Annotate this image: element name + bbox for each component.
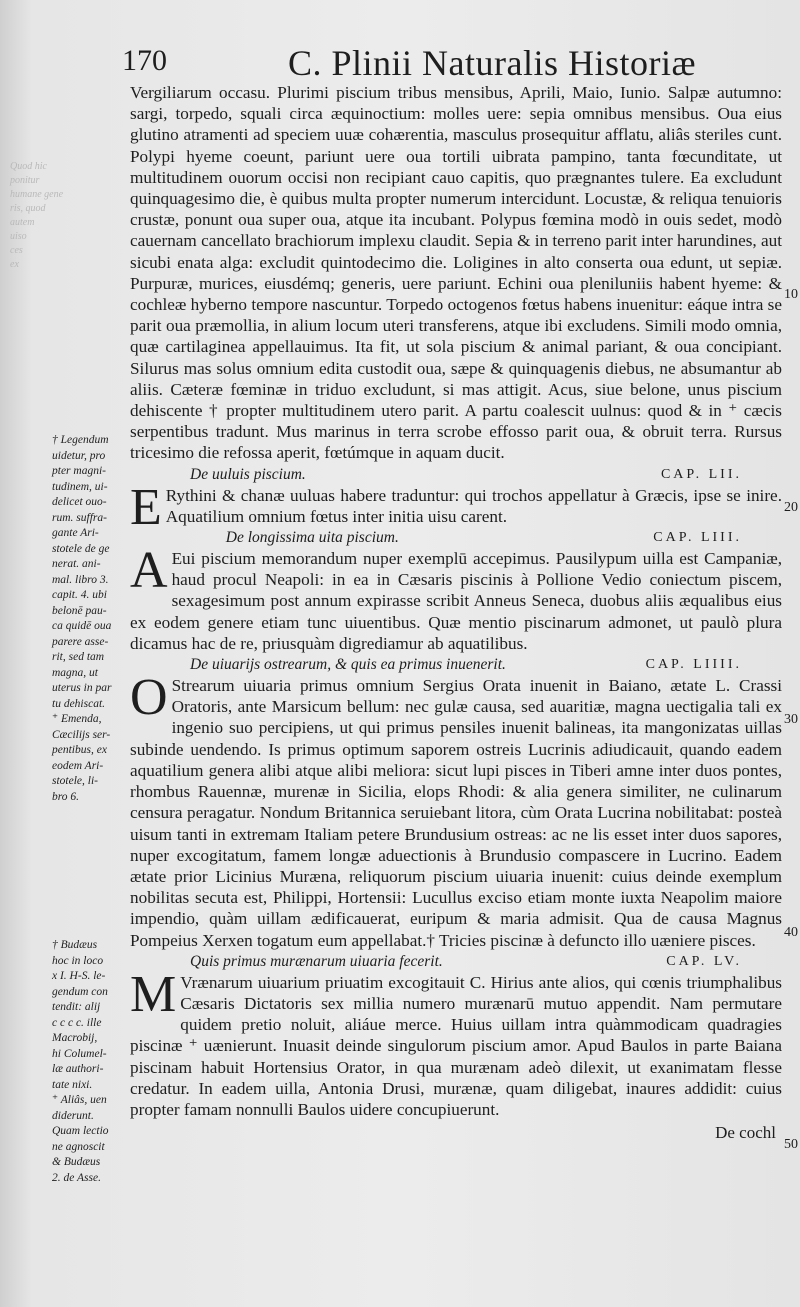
margin-note-line: & Budæus	[52, 1156, 101, 1168]
chapter-number: CAP. LIII.	[653, 530, 742, 546]
intro-paragraph: Vergiliarum occasu. Plurimi piscium tribus mensibus, Aprili, Maio, Iunio. Salpæ autumno: sargi, torpedo, squali circa æquinoctium: molles uere: sepia omnibus mensibus. Oua eius glutino atramenti ad speciem uuæ cohærentia, masculus prosequitur afflatu, aliâs steriles cunt. Polypi hyeme coeunt, pariunt uere oua tortili uibrata pampino, tanta fœcunditate, ut multitudinem ouorum occisi non recipiant cauo capitis, quo prægnantes tulere. Ea excludunt quinquagesimo die, è quibus multa propter numerum intercidunt. Locustæ, & reliqua tenuioris crustæ, ponunt oua super oua, atque ita incubant. Polypus fœmina modò in ouis sedet, modò cauernam cancellato brachiorum implexu claudit. Sepia & in terreno parit inter harundines, aut sicubi enata alga: excludit quintodecimo die. Loligines in alto conserta oua edunt, ut sepiæ. Purpuræ, murices, eiusdémq; generis, uere pariunt. Echini oua pleniluniis habent hyeme: & cochleæ hyberno tempore nascuntur. Torpedo octogenos fœtus habens inuenitur: eáque intra se parit oua præmollia, in alium locum uteri transferens, atque ibi excludens. Simili modo omnia, quæ cartilaginea appellauimus. Ita fit, ut sola piscium & animal pariant, & oua concipiant. Silurus mas solus omnium edita custodit oua, sæpe & quinquagenis diebus, ne absumantur ab aliis. Cæteræ fœminæ in triduo excludunt, si mas attigit. Acus, siue belone, unus piscium dehiscente † propter multitudinem utero parit. A partu coalescit uulnus: quod & in ⁺ cæcis serpentibus tradunt. Mus marinus in terra scrobe effosso parit oua, & obruit terra. Rursus tricesimo die refossa aperit, fœtúmque in aquam ducit.	[130, 83, 782, 463]
chapter-55	[130, 951, 782, 1120]
margin-note-line: delicet ouo-	[52, 496, 107, 508]
main-text-column	[130, 82, 782, 1143]
chapter-body: Eui piscium memorandum nuper exemplū accepimus. Pausilypum uilla est Campaniæ, haud procul Neapoli: in ea in Cæsaris piscinis à Pollione Vedio coniectum piscem, sexagesimum post annum expirasse scribit Anneus Seneca, duobus aliis æqualibus eius ex eodem genere etiam tunc uiuentibus. Quæ mentio piscinarum admonet, ut paulò plura dicamus hac de re, priusquàm digrediamur ab aquatilibus.	[130, 549, 782, 653]
chapter-body: Rythini & chanæ uuluas habere traduntur: qui trochos appellatur à Græcis, ipse se inire. Aquatilium omnium fœtus inter initia uisu carent.	[165, 485, 782, 526]
chapter-heading	[130, 464, 782, 485]
chapter-52	[130, 464, 782, 536]
margin-note-2	[52, 938, 124, 1186]
margin-note-line: rit, sed tam	[52, 651, 105, 663]
margin-note-line: † Budæus	[52, 939, 98, 951]
line-number: 30	[784, 712, 798, 727]
chapter-title: De uiuarijs ostrearum, & quis ea primus inuenerit.	[190, 656, 506, 674]
show-through-line: ponitur	[10, 175, 40, 186]
chapter-text	[130, 542, 782, 654]
show-through-line: humane gene	[10, 189, 64, 200]
chapter-heading	[130, 951, 782, 972]
margin-note-line: diderunt.	[52, 1109, 94, 1122]
chapter-title: Quis primus murænarum uiuaria fecerit.	[190, 952, 443, 970]
running-title: C. Plinii Naturalis Historiæ	[288, 43, 697, 83]
margin-note-line: læ authori-	[52, 1063, 104, 1075]
margin-note-line: capit. 4. ubi	[52, 589, 107, 601]
line-number: 10	[784, 287, 798, 302]
chapter-body: Vrænarum uiuarium priuatim excogitauit C. Hirius ante alios, qui cœnis triumphalibus Cæsaris Dictatoris sex millia numero murænarū mutuo appendit. Nam permutare quidem pretio noluit, aliáue merce. Huius uillam intra quàmmodicam quadragies piscinæ ⁺ uænierunt. Inuasit deinde singulorum piscium amor. Apud Baulos in parte Baiana piscinam habuit Hortensius Orator, in qua murænam adeò dilexit, ut exanimatam flesse credatur. In eadem uilla, Antonia Drusi, murænæ, quam diligebat, inaures addidit: cuius propter famam nonnulli Baulos uidere concupiuerunt.	[130, 972, 782, 1119]
margin-note-line: ne agnoscit	[52, 1140, 105, 1153]
margin-note-line: tudinem, ui-	[52, 480, 108, 493]
margin-note-line: belonē pau-	[52, 604, 107, 617]
margin-note-line: bro 6.	[52, 790, 80, 803]
margin-note-line: ⁺ Aliâs, uen	[52, 1094, 107, 1106]
chapter-number: CAP. LV.	[666, 953, 742, 969]
margin-note-line: tu dehiscat.	[52, 697, 106, 710]
chapter-body: Strearum uiuaria primus omnium Sergius Orata inuenit in Baiano, ætate L. Crassi Oratoris, ante Marsicum bellum: nec gulæ causa, sed auaritiæ, magna uectigalia tali ex ingenio suo percipiens, ut qui primus pensiles inuenit balineas, ita mangonizatas uillas subinde uendendo. Is primus optimum saporem ostreis Lucrinis adiudicauit, quando eadem aquatilium genera alibi atque alibi meliora: sicut lupi pisces in Tiberi amne inter duos pontes, rhombus Rauennæ, murenæ in Sicilia, elops Rhodi: & alia genera similiter, ne culinarum censura peragatur. Nondum Britannica seruiebant litora, cùm Orata Lucrina nobilitabat: posteà uisum tanti in extremam Italiam petere Brundusium ostreas: ac ne lis esset inter duos sapores, nuper excogitatum, famem longæ aduectionis à Brundusio compascere in Lucrino. Eadem ætate prior Licinius Muræna, reliquorum piscium uiuaria inuenit: cuius deinde exemplum nobilitas secuta est, Philippi, Hortensii: Lucullus exciso etiam monte iuxta Neapolim maiore impendio, quàm uillam ædificauerat, euripum & maria admisit. Qua de causa Magnus Pompeius Xerxen togatum eum appellabat.† Tricies piscinæ à defuncto illo uæniere pisces.	[130, 676, 782, 950]
show-through-line: ex	[10, 259, 19, 270]
chapter-number: CAP. LII.	[660, 466, 742, 482]
drop-cap: A	[130, 542, 168, 600]
margin-note-line: gendum con	[52, 985, 108, 998]
show-through-line: ris, quod	[10, 203, 46, 214]
margin-note-1	[52, 433, 124, 805]
margin-note-line: gante Ari-	[52, 527, 99, 539]
chapter-text	[130, 965, 782, 1120]
margin-note-line: magna, ut	[52, 666, 98, 679]
chapter-54	[130, 654, 782, 951]
margin-note-line: 2. de Asse.	[52, 1171, 101, 1184]
margin-note-line: x I. H-S. le-	[52, 970, 106, 982]
drop-cap: O	[130, 669, 168, 727]
chapter-title: De longissima uita piscium.	[225, 529, 399, 547]
margin-note-line: † Legendum	[52, 434, 109, 446]
show-through-line: uiso	[10, 231, 27, 242]
margin-note-line: eodem Ari-	[52, 759, 104, 772]
show-through-line: ces	[10, 245, 23, 256]
margin-note-line: ca quidē oua	[52, 620, 112, 632]
page-header	[118, 40, 778, 86]
margin-note-line: rum. suffra-	[52, 511, 107, 524]
chapter-title: De uuluis piscium.	[190, 465, 306, 483]
line-number: 20	[784, 500, 798, 515]
margin-note-line: uidetur, pro	[52, 449, 106, 462]
chapter-heading	[130, 654, 782, 675]
margin-note-line: hoc in loco	[52, 954, 104, 967]
margin-note-line: stotele de ge	[52, 542, 110, 555]
margin-note-line: uterus in par	[52, 682, 112, 694]
drop-cap: M	[130, 965, 177, 1023]
line-number: 50	[784, 1137, 798, 1152]
margin-note-line: c c c c. ille	[52, 1016, 102, 1029]
show-through-line: Quod hic	[10, 161, 47, 172]
margin-note-line: parere asse-	[52, 635, 109, 648]
margin-note-line: Macrobij,	[52, 1032, 98, 1044]
show-through-line: autem	[10, 217, 35, 228]
chapter-53	[130, 527, 782, 654]
chapter-text	[130, 478, 782, 536]
margin-note-line: stotele, li-	[52, 775, 98, 787]
page-number: 170	[122, 44, 167, 77]
chapter-text	[130, 669, 782, 951]
margin-note-line: Cæcilijs ser-	[52, 728, 111, 741]
show-through-text	[10, 160, 70, 272]
catchword: De cochl	[715, 1123, 776, 1143]
drop-cap: E	[130, 478, 162, 536]
margin-note-line: nerat. ani-	[52, 558, 101, 570]
chapter-number: CAP. LIIII.	[645, 657, 742, 673]
margin-note-line: pter magni-	[52, 465, 106, 477]
margin-note-line: pentibus, ex	[52, 744, 107, 756]
margin-note-line: Quam lectio	[52, 1125, 109, 1137]
margin-note-line: hi Columel-	[52, 1047, 107, 1060]
line-number: 40	[784, 925, 798, 940]
margin-note-line: tendit: alij	[52, 1001, 101, 1013]
chapter-heading	[166, 527, 782, 548]
margin-note-line: tate nixi.	[52, 1078, 93, 1091]
margin-note-line: mal. libro 3.	[52, 573, 109, 586]
margin-note-line: ⁺ Emenda,	[52, 713, 102, 725]
